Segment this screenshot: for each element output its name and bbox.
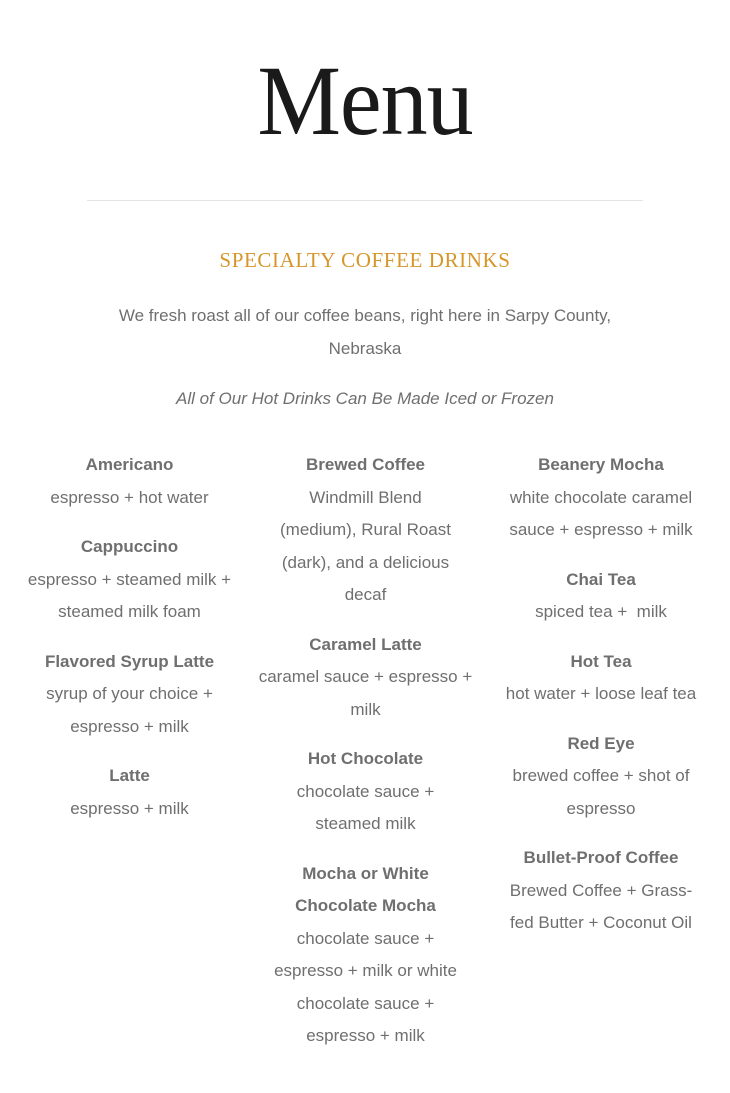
item-name: Cappuccino (80, 537, 179, 556)
menu-item-flavored-syrup-latte (22, 646, 237, 744)
item-name: Chai Tea (566, 569, 636, 589)
menu-item-beanery-mocha (493, 449, 709, 547)
item-description: caramel sauce + espresso + milk (258, 667, 473, 719)
menu-item-bullet-proof-coffee (493, 842, 709, 940)
menu-item-mocha (258, 858, 473, 1053)
title-divider (87, 200, 643, 201)
item-name: Caramel Latte (309, 634, 422, 654)
menu-item-latte (22, 760, 237, 825)
item-description: espresso + hot water (50, 487, 209, 507)
menu-item-cappuccino (22, 531, 237, 629)
menu-item-caramel-latte (258, 629, 473, 727)
item-description: brewed coffee + shot of espresso (512, 766, 690, 818)
item-name: Flavored Syrup Latte (44, 651, 215, 671)
tagline: All of Our Hot Drinks Can Be Made Iced or Frozen (176, 389, 554, 408)
item-name: Latte (109, 766, 150, 785)
section-heading: SPECIALTY COFFEE DRINKS (219, 248, 511, 272)
item-name: Hot Chocolate (307, 749, 424, 768)
item-name: Hot Tea (570, 651, 632, 671)
item-description: espresso + milk (70, 798, 189, 818)
item-name: Mocha or White Chocolate Mocha (295, 863, 436, 915)
menu-column-1 (22, 449, 237, 842)
menu-item-red-eye (493, 728, 709, 826)
item-name: Brewed Coffee (305, 455, 426, 474)
menu-item-chai-tea (493, 564, 709, 629)
menu-item-brewed-coffee (258, 449, 473, 612)
menu-item-hot-chocolate (258, 743, 473, 841)
item-name: Bullet-Proof Coffee (523, 848, 679, 867)
menu-column-2 (258, 449, 473, 1070)
item-description: white chocolate caramel sauce + espresso + milk (509, 487, 693, 539)
menu-item-hot-tea (493, 646, 709, 711)
item-description: syrup of your choice + espresso + milk (46, 684, 213, 736)
menu-column-3 (493, 449, 709, 957)
menu-item-americano (22, 449, 237, 514)
item-name: Red Eye (567, 733, 635, 753)
page-title: Menu (257, 45, 473, 157)
item-description: hot water + loose leaf tea (505, 684, 697, 703)
item-name: Americano (85, 455, 174, 474)
item-description: espresso + steamed milk + steamed milk foam (27, 569, 232, 621)
item-description: spiced tea + milk (535, 602, 667, 621)
item-description: Brewed Coffee + Grass-fed Butter + Coconut Oil (509, 880, 693, 932)
item-description: chocolate sauce + espresso + milk or white chocolate sauce + espresso + milk (274, 928, 457, 1045)
item-description: chocolate sauce + steamed milk (296, 781, 435, 833)
item-description: Windmill Blend (medium), Rural Roast (dark), and a delicious decaf (280, 487, 451, 604)
item-name: Beanery Mocha (538, 455, 664, 474)
intro-text: We fresh roast all of our coffee beans, right here in Sarpy County, Nebraska (118, 306, 612, 358)
